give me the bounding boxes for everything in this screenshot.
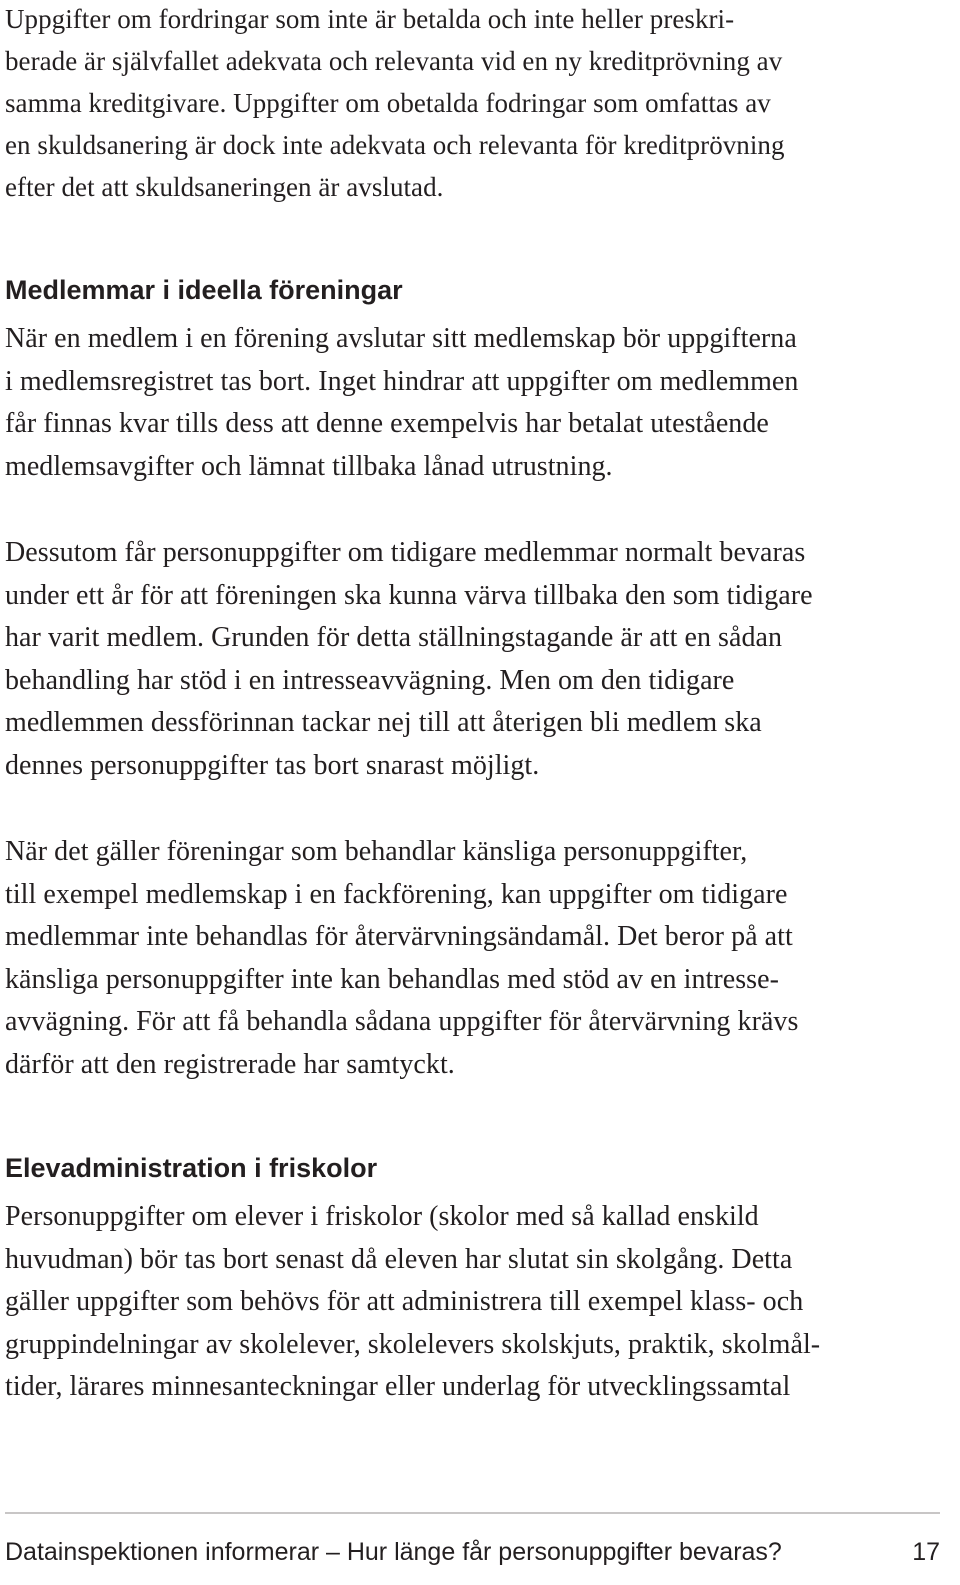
- text-line: får finnas kvar tills dess att denne exempelvis har betalat utestående: [5, 408, 769, 439]
- text-line: därför att den registrerade har samtyckt.: [5, 1048, 455, 1080]
- paragraph-credit-assessment: [5, 0, 785, 208]
- page-footer: [5, 1532, 940, 1572]
- text-line: känsliga personuppgifter inte kan behandlas med stöd av en intresse-: [5, 963, 779, 995]
- text-line: Personuppgifter om elever i friskolor (skolor med så kallad enskild: [5, 1201, 759, 1232]
- paragraph-sensitive-data: [5, 831, 798, 1086]
- text-line: efter det att skuldsaneringen är avslutad.: [5, 172, 444, 202]
- text-line: gruppindelningar av skolelever, skolelevers skolskjuts, praktik, skolmål-: [5, 1328, 821, 1360]
- paragraph-former-members: [5, 532, 813, 787]
- text-line: har varit medlem. Grunden för detta ställningstagande är att en sådan: [5, 622, 783, 653]
- text-line: medlemsavgifter och lämnat tillbaka lånad utrustning.: [5, 450, 613, 482]
- footer-title: Datainspektionen informerar – Hur länge får personuppgifter bevaras?: [5, 1538, 782, 1566]
- paragraph-member-removal: [5, 318, 798, 488]
- text-line: dennes personuppgifter tas bort snarast möjligt.: [5, 749, 540, 781]
- section-heading-friskolor: Elevadministration i friskolor: [5, 1153, 378, 1183]
- text-line: berade är självfallet adekvata och relevanta vid en ny kreditprövning av: [5, 46, 783, 76]
- text-line: Uppgifter om fordringar som inte är betalda och inte heller preskri-: [5, 4, 735, 34]
- text-line: under ett år för att föreningen ska kunna värva tillbaka den som tidigare: [5, 579, 813, 611]
- text-line: i medlemsregistret tas bort. Inget hindrar att uppgifter om medlemmen: [5, 365, 799, 397]
- text-line: medlemmen dessförinnan tackar nej till att återigen bli medlem ska: [5, 707, 762, 738]
- text-line: till exempel medlemskap i en fackförening, kan uppgifter om tidigare: [5, 878, 788, 910]
- paragraph-student-administration: [5, 1196, 820, 1409]
- text-line: När det gäller föreningar som behandlar känsliga personuppgifter,: [5, 836, 748, 867]
- text-line: behandling har stöd i en intresseavvägning. Men om den tidigare: [5, 664, 735, 696]
- text-line: gäller uppgifter som behövs för att administrera till exempel klass- och: [5, 1286, 804, 1317]
- footer-divider: [5, 1512, 940, 1514]
- text-line: tider, lärares minnesanteckningar eller underlag för utvecklingssamtal: [5, 1371, 791, 1402]
- text-line: huvudman) bör tas bort senast då eleven har slutat sin skolgång. Detta: [5, 1243, 793, 1275]
- text-line: medlemmar inte behandlas för återvärvningsändamål. Det beror på att: [5, 921, 793, 952]
- section-heading-ideella-foreningar: Medlemmar i ideella föreningar: [5, 275, 403, 305]
- page-number: 17: [912, 1538, 940, 1566]
- text-line: När en medlem i en förening avslutar sitt medlemskap bör uppgifterna: [5, 323, 797, 354]
- text-line: samma kreditgivare. Uppgifter om obetalda fodringar som omfattas av: [5, 88, 771, 118]
- text-line: Dessutom får personuppgifter om tidigare medlemmar normalt bevaras: [5, 537, 806, 568]
- text-line: en skuldsanering är dock inte adekvata och relevanta för kreditprövning: [5, 130, 785, 160]
- text-line: avvägning. För att få behandla sådana uppgifter för återvärvning krävs: [5, 1006, 799, 1037]
